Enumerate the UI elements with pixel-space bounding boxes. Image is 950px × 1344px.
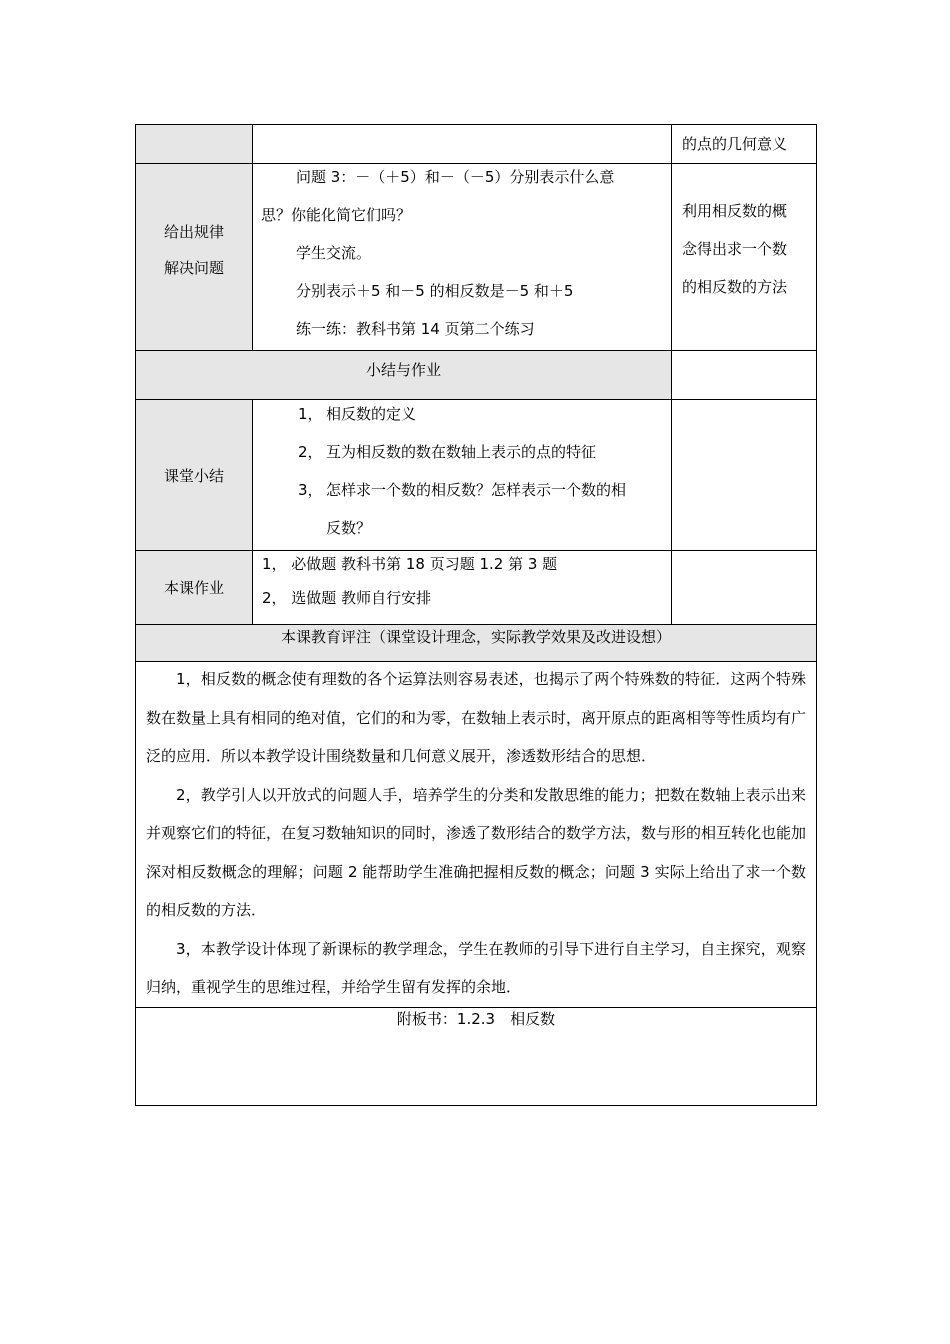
review-header-cell: [136, 625, 817, 662]
homework-label: 本课作业: [163, 579, 224, 597]
rule-line-3: 学生交流。: [296, 244, 372, 262]
note-cell-summary: [672, 400, 817, 551]
summary-label: 课堂小结: [163, 466, 224, 485]
review-header: 本课教育评注（课堂设计理念，实际教学效果及改进设想）: [280, 628, 671, 646]
rule-line-2: 思？你能化简它们吗？: [261, 206, 412, 224]
row-review-header: [136, 625, 817, 662]
label-cell-homework: [136, 551, 253, 625]
row-homework: [136, 551, 817, 625]
row-board: [136, 1007, 817, 1105]
rule-label-line-1: 给出规律: [163, 223, 224, 241]
note-cell: [672, 125, 817, 164]
section-empty-cell: [672, 351, 817, 400]
content-cell-summary: [253, 400, 672, 551]
rule-note-line-2: 念得出求一个数: [682, 240, 788, 258]
summary-item-1: 1， 相反数的定义: [298, 405, 417, 423]
label-cell-summary: [136, 400, 253, 551]
row-section-summary: [136, 351, 817, 400]
homework-item-1: 1， 必做题 教科书第 18 页习题 1.2 第 3 题: [262, 555, 558, 573]
rule-line-4: 分别表示＋5 和－5 的相反数是－5 和＋5: [296, 282, 574, 300]
rule-line-5: 练一练：教科书第 14 页第二个练习: [296, 320, 535, 338]
review-paragraph-2: 2，教学引人以开放式的问题人手，培养学生的分类和发散思维的能力；把数在数轴上表示出来并观察它们的特征，在复习数轴知识的同时，渗透了数形结合的数学方法，数与形的相互转化也能加深对相反数概念的理解；问题 2 能帮助学生准确把握相反数的概念；问题 3 实际上给出了求一个数的相反数的方法．: [146, 785, 807, 919]
review-paragraph-3: 3，本教学设计体现了新课标的教学理念，学生在教师的引导下进行自主学习，自主探究，观察归纳，重视学生的思维过程，并给学生留有发挥的余地．: [146, 939, 806, 996]
content-cell-homework: [253, 551, 672, 625]
rule-line-1: 问题 3：－（＋5）和－（－5）分别表示什么意: [296, 168, 615, 186]
row-rule: [136, 164, 817, 351]
lesson-plan-table: [135, 124, 817, 1106]
content-cell-rule: [253, 164, 672, 351]
board-title: 附板书：1.2.3 相反数: [396, 1009, 556, 1028]
summary-item-2: 2， 互为相反数的数在数轴上表示的点的特征: [298, 443, 597, 461]
summary-item-3-continuation: 反数？: [326, 519, 372, 537]
rule-note-line-1: 利用相反数的概: [682, 202, 788, 220]
review-content-cell: [136, 662, 817, 1008]
row-summary: [136, 400, 817, 551]
note-cell-homework: [672, 551, 817, 625]
rule-label-line-2: 解决问题: [163, 259, 224, 277]
review-paragraph-1: 1，相反数的概念使有理数的各个运算法则容易表述，也揭示了两个特殊数的特征．这两个特殊数在数量上具有相同的绝对值，它们的和为零，在数轴上表示时，离开原点的距离相等等性质均有广泛的应用．所以本教学设计围绕数量和几何意义展开，渗透数形结合的思想．: [146, 670, 807, 765]
homework-item-2: 2， 选做题 教师自行安排: [262, 589, 432, 607]
label-cell-empty: [136, 125, 253, 164]
section-header-summary: [136, 351, 672, 400]
summary-item-3: 3， 怎样求一个数的相反数？怎样表示一个数的相: [298, 481, 627, 499]
label-cell-rule: [136, 164, 253, 351]
rule-note-line-3: 的相反数的方法: [682, 278, 788, 296]
row-review-content: [136, 662, 817, 1008]
note-cell-rule: [672, 164, 817, 351]
board-cell: [136, 1007, 817, 1105]
note-text: 的点的几何意义: [682, 135, 788, 153]
section-title-summary: 小结与作业: [365, 361, 441, 379]
